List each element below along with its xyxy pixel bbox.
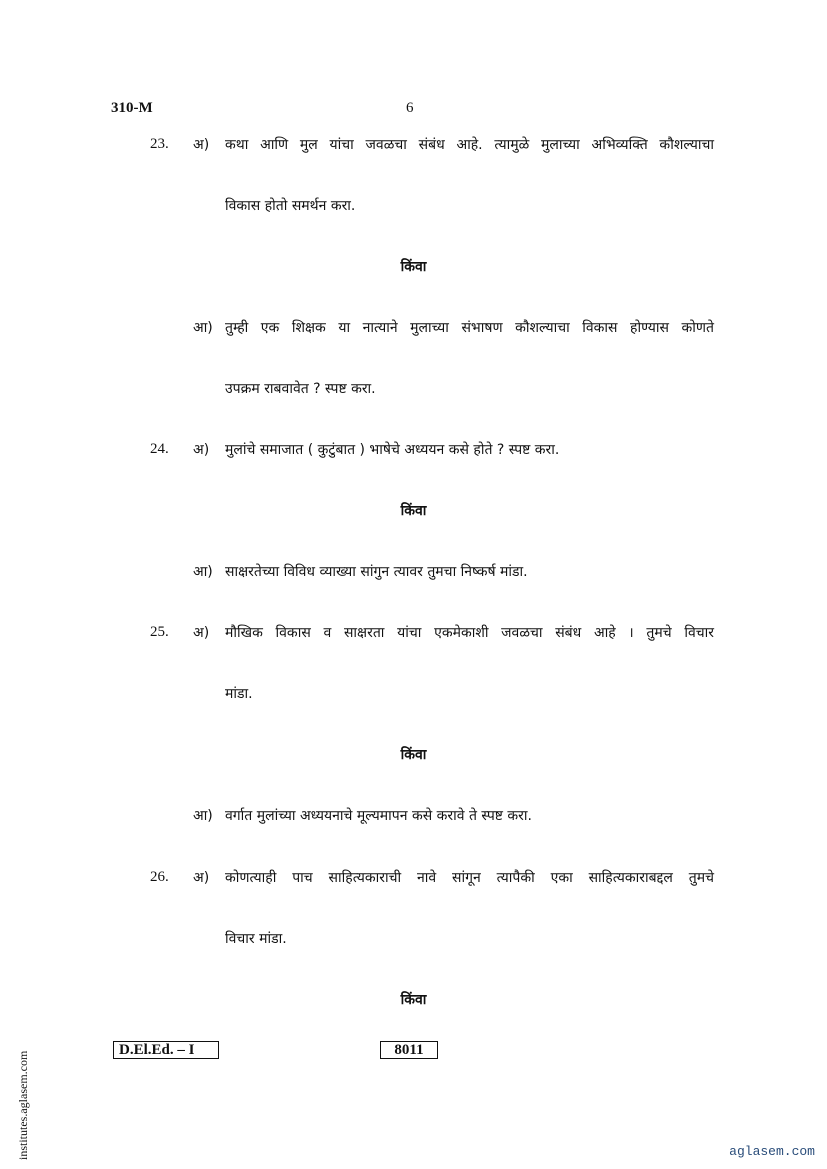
question-text-line: कथा आणि मुल यांचा जवळचा संबंध आहे. त्यामुळे मुलाच्या अभिव्यक्ति कौशल्याचा (225, 137, 714, 153)
question-number: 23. (150, 136, 169, 152)
sub-label-a: अ) (193, 442, 210, 458)
or-separator: किंवा (400, 992, 427, 1008)
question-text-line: उपक्रम राबवावेत ? स्पष्ट करा. (225, 381, 376, 397)
paper-code: 310-M (111, 100, 153, 116)
page-number: 6 (406, 100, 414, 116)
side-watermark: institutes.aglasem.com (16, 1050, 30, 1160)
sub-label-a: अ) (193, 137, 210, 153)
or-separator: किंवा (400, 747, 427, 763)
question-text-line: कोणत्याही पाच साहित्यकाराची नावे सांगून त्यापैकी एका साहित्यकाराबद्दल तुमचे (225, 870, 714, 886)
paper-code-box: 8011 (380, 1041, 438, 1059)
question-text-line: मुलांचे समाजात ( कुटुंबात ) भाषेचे अध्ययन कसे होते ? स्पष्ट करा. (225, 442, 560, 458)
sub-label-b: आ) (193, 320, 213, 336)
question-text-line: मौखिक विकास व साक्षरता यांचा एकमेकाशी जवळचा संबंध आहे । तुमचे विचार (225, 625, 714, 641)
question-text-line: विचार मांडा. (225, 931, 287, 947)
question-number: 25. (150, 624, 169, 640)
course-box: D.El.Ed. – I (113, 1041, 219, 1059)
brand-watermark: aglasem.com (729, 1144, 815, 1159)
sub-label-b: आ) (193, 564, 213, 580)
sub-label-a: अ) (193, 870, 210, 886)
question-text-line: वर्गात मुलांच्या अध्ययनाचे मूल्यमापन कसे करावे ते स्पष्ट करा. (225, 808, 532, 824)
question-text-line: तुम्ही एक शिक्षक या नात्याने मुलाच्या संभाषण कौशल्याचा विकास होण्यास कोणते (225, 320, 714, 336)
or-separator: किंवा (400, 259, 427, 275)
question-text-line: मांडा. (225, 686, 253, 702)
sub-label-a: अ) (193, 625, 210, 641)
question-number: 26. (150, 869, 169, 885)
question-text-line: साक्षरतेच्या विविध व्याख्या सांगुन त्यावर तुमचा निष्कर्ष मांडा. (225, 564, 528, 580)
question-number: 24. (150, 441, 169, 457)
sub-label-b: आ) (193, 808, 213, 824)
or-separator: किंवा (400, 503, 427, 519)
question-text-line: विकास होतो समर्थन करा. (225, 198, 356, 214)
